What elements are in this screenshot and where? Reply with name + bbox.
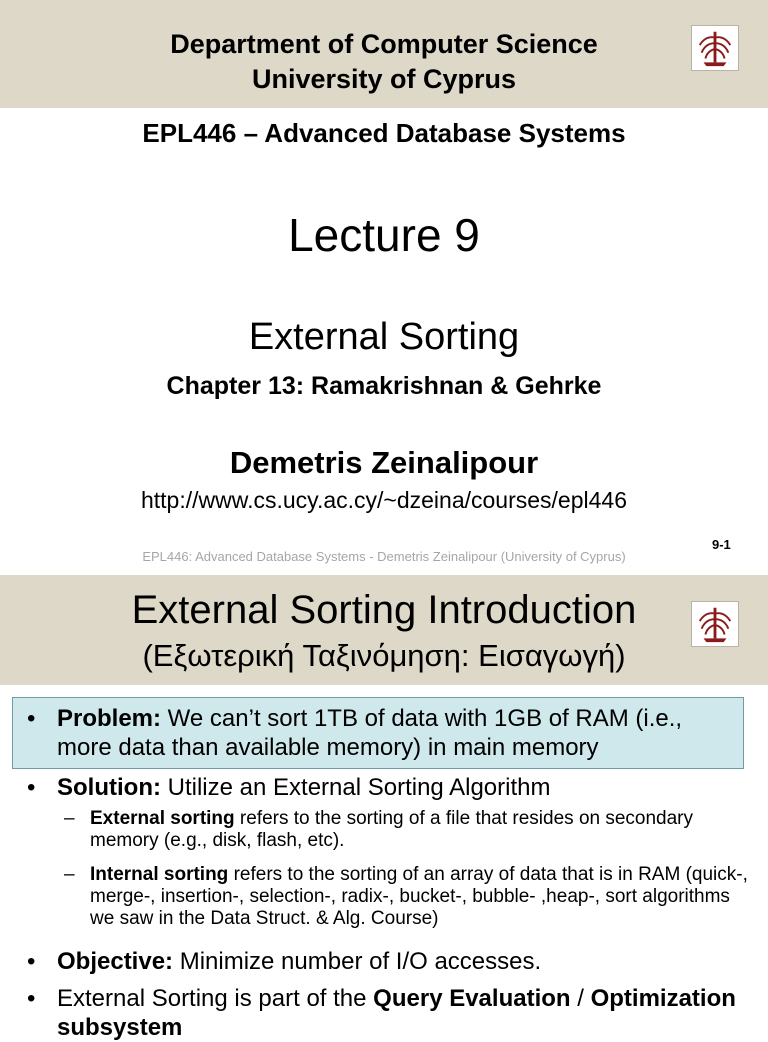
author-name: Demetris Zeinalipour bbox=[229, 445, 539, 480]
problem-text: We can’t sort 1TB of data with 1GB of RAM (i.e., more data than available memory) in main memory bbox=[57, 705, 683, 761]
external-text: refers to the sorting of a file that resides on secondary memory (e.g., disk, flash, etc). bbox=[90, 808, 694, 851]
course-url[interactable]: http://www.cs.ucy.ac.cy/~dzeina/courses/epl446 bbox=[140, 487, 627, 513]
bullet-marker: • bbox=[27, 705, 36, 732]
chapter-reference: Chapter 13: Ramakrishnan & Gehrke bbox=[166, 372, 602, 400]
external-label: External sorting bbox=[90, 808, 235, 829]
lecture-number: Lecture 9 bbox=[288, 209, 480, 261]
objective-text: Minimize number of I/O accesses. bbox=[173, 948, 542, 975]
solution-label: Solution: bbox=[57, 774, 161, 801]
bullet-marker: • bbox=[27, 985, 36, 1012]
university-name: University of Cyprus bbox=[251, 64, 517, 94]
page-number: 9-1 bbox=[712, 537, 731, 552]
bullet-marker: • bbox=[27, 948, 36, 975]
slide-subtitle: (Εξωτερική Ταξινόμηση: Εισαγωγή) bbox=[142, 638, 626, 673]
dash-marker: – bbox=[64, 864, 75, 885]
query-text-before: External Sorting is part of the bbox=[57, 985, 374, 1012]
internal-text: refers to the sorting of an array of data that is in RAM (quick-, merge-, insertion-, selection-, radix-, bucket-, bubble- ,heap-, sort algorithms we saw in the Data Struct. & Alg. Course) bbox=[90, 864, 748, 929]
department-name: Department of Computer Science bbox=[170, 29, 598, 59]
course-title: EPL446 – Advanced Database Systems bbox=[142, 118, 626, 148]
dash-marker: – bbox=[64, 808, 75, 829]
objective-label: Objective: bbox=[57, 948, 174, 975]
query-text-after: / bbox=[570, 985, 591, 1012]
slide-footer: EPL446: Advanced Database Systems - Demetris Zeinalipour (University of Cyprus) bbox=[142, 549, 626, 564]
internal-label: Internal sorting bbox=[90, 864, 229, 885]
tree-logo-icon bbox=[691, 25, 739, 71]
intro-slide bbox=[0, 575, 768, 1041]
lecture-topic: External Sorting bbox=[248, 316, 520, 358]
query-label: Query Evaluation bbox=[373, 985, 571, 1012]
query-label2: Optimization subsystem bbox=[57, 985, 736, 1041]
slide-title: External Sorting Introduction bbox=[131, 588, 637, 632]
problem-label: Problem: bbox=[57, 705, 162, 732]
tree-logo-icon bbox=[691, 601, 739, 647]
bullet-marker: • bbox=[27, 774, 36, 801]
solution-text: Utilize an External Sorting Algorithm bbox=[160, 774, 551, 801]
